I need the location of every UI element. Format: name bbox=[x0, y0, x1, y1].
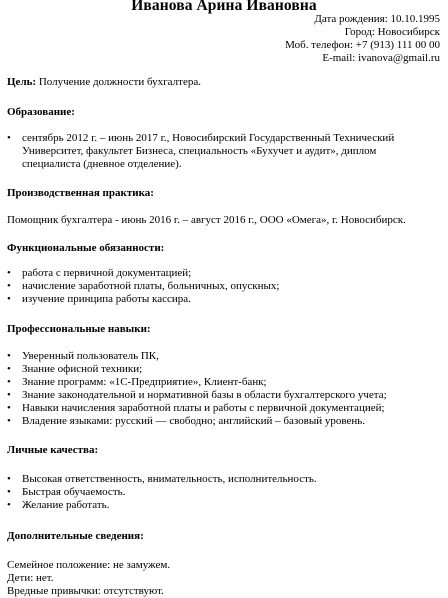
full-name-heading: Иванова Арина Ивановна bbox=[131, 0, 317, 14]
list-item: • Быстрая обучаемость. bbox=[7, 486, 126, 498]
qualities-list bbox=[7, 473, 437, 512]
bullet-icon: • bbox=[7, 402, 11, 414]
list-item: • начисление заработной платы, больничных, опускных; bbox=[7, 280, 280, 292]
bullet-icon: • bbox=[7, 376, 11, 388]
bullet-icon: • bbox=[7, 350, 11, 362]
skills-list bbox=[7, 350, 437, 428]
list-item: • Высокая ответственность, внимательность, исполнительность. bbox=[7, 473, 317, 485]
bullet-icon: • bbox=[7, 280, 11, 292]
bullet-icon: • bbox=[7, 389, 11, 401]
goal-label: Цель: bbox=[7, 76, 37, 88]
duties-heading: Функциональные обязанности: bbox=[7, 242, 165, 254]
goal-line bbox=[7, 76, 437, 89]
bullet-icon: • bbox=[7, 415, 11, 427]
bullet-icon: • bbox=[7, 363, 11, 375]
skills-heading: Профессиональные навыки: bbox=[7, 323, 151, 335]
email: E-mail: ivanova@gmail.ru bbox=[322, 52, 440, 64]
education-item bbox=[7, 132, 437, 171]
bullet-icon: • bbox=[7, 293, 11, 305]
bad-habits: Вредные привычки: отсутствуют. bbox=[7, 585, 164, 597]
birth-date: Дата рождения: 10.10.1995 bbox=[314, 13, 440, 25]
list-item: • Владение языками: русский — свободно; английский – базовый уровень. bbox=[7, 415, 366, 427]
qualities-heading: Личные качества: bbox=[7, 444, 99, 456]
marital-status: Семейное положение: не замужем. bbox=[7, 559, 171, 571]
resume-body bbox=[7, 76, 437, 598]
list-item: • Желание работать. bbox=[7, 499, 110, 511]
bullet-icon: • bbox=[7, 499, 11, 511]
city: Город: Новосибирск bbox=[344, 26, 440, 38]
bullet-icon: • bbox=[7, 267, 11, 279]
duties-list bbox=[7, 267, 437, 306]
bullet-icon: • bbox=[7, 132, 11, 144]
children: Дети: нет. bbox=[7, 572, 54, 584]
list-item: • Знание офисной техники; bbox=[7, 363, 143, 375]
bullet-icon: • bbox=[7, 473, 11, 485]
list-item: • изучение принципа работы кассира. bbox=[7, 293, 191, 305]
education-list bbox=[7, 132, 437, 171]
list-item: • Знание программ: «1С-Предприятие», Клиент-банк; bbox=[7, 376, 267, 388]
practice-text: Помощник бухгалтера - июнь 2016 г. – август 2016 г., ООО «Омега», г. Новосибирск. bbox=[7, 214, 406, 226]
goal-text: Получение должности бухгалтера. bbox=[36, 76, 201, 88]
contact-block bbox=[285, 13, 440, 65]
list-item: • Уверенный пользователь ПК, bbox=[7, 350, 159, 362]
mobile-phone: Моб. телефон: +7 (913) 111 00 00 bbox=[285, 39, 440, 51]
practice-heading: Производственная практика: bbox=[7, 187, 154, 199]
additional-heading: Дополнительные сведения: bbox=[7, 530, 144, 542]
additional-block bbox=[7, 559, 437, 598]
education-text: сентябрь 2012 г. – июнь 2017 г., Новосибирский Государственный Технический Университет, факультет Бизнеса, специальность «Бухучет и аудит», диплом специалиста (дневное отделение). bbox=[22, 132, 395, 170]
list-item: • Навыки начисления заработной платы и работы с первичной документацией; bbox=[7, 402, 385, 414]
list-item: • работа с первичной документацией; bbox=[7, 267, 192, 279]
education-heading: Образование: bbox=[7, 106, 75, 118]
list-item: • Знание законодательной и нормативной базы в области бухгалтерского учета; bbox=[7, 389, 387, 401]
bullet-icon: • bbox=[7, 486, 11, 498]
